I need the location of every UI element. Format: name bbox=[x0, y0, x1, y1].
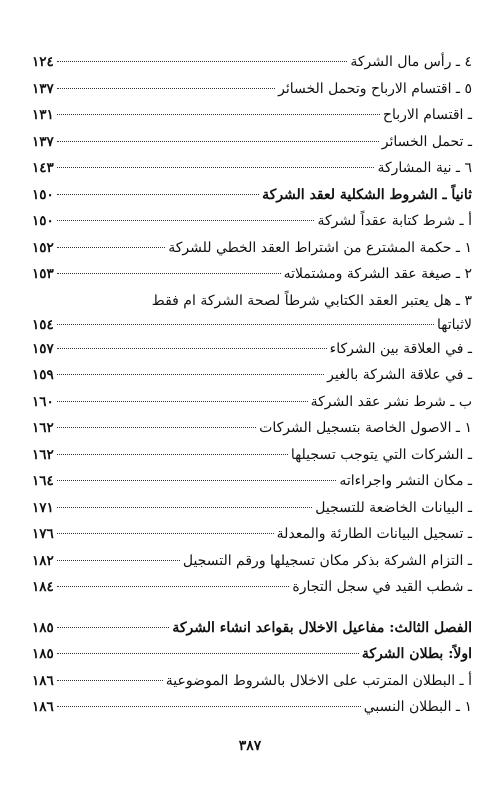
toc-entry-label: ٢ ـ صيغة عقد الشركة ومشتملاته bbox=[283, 266, 472, 282]
dot-leader bbox=[57, 324, 434, 325]
toc-entry bbox=[32, 107, 472, 134]
dot-leader bbox=[57, 401, 308, 402]
dot-leader bbox=[57, 706, 361, 707]
toc-entry bbox=[32, 213, 472, 240]
toc-entry-label: ٥ ـ اقتسام الارباح وتحمل الخسائر bbox=[278, 80, 472, 97]
dot-leader bbox=[57, 454, 288, 455]
toc-entry-page: ١٨٦ bbox=[32, 699, 54, 715]
toc-entry-label: الفصل الثالث: مفاعيل الاخلال بقواعد انشاء الشركة bbox=[172, 619, 472, 636]
dot-leader bbox=[57, 194, 259, 195]
toc-section-heading bbox=[32, 187, 472, 214]
toc-entry-page: ١٥٧ bbox=[32, 340, 54, 357]
toc-entry-label: أ ـ البطلان المترتب على الاخلال بالشروط الموضوعية bbox=[165, 672, 472, 689]
toc-entry-first-line: ٣ ـ هل يعتبر العقد الكتابي شرطاً لصحة الشركة ام فقط bbox=[151, 292, 472, 309]
toc-entry bbox=[32, 367, 472, 394]
toc-entry-page: ١٨٦ bbox=[32, 672, 54, 689]
dot-leader bbox=[57, 374, 324, 375]
toc-entry-page: ١٨٢ bbox=[32, 552, 54, 569]
toc-entry-label: لاثباتها bbox=[437, 316, 472, 333]
toc-entry-page: ١٢٤ bbox=[32, 54, 54, 70]
toc-entry-label: ٦ ـ نية المشاركة bbox=[377, 160, 472, 176]
dot-leader bbox=[57, 220, 315, 221]
dot-leader bbox=[57, 273, 281, 274]
toc-entry-label: ١ ـ حكمة المشترع من اشتراط العقد الخطي للشركة bbox=[168, 239, 472, 256]
toc-entry bbox=[32, 266, 472, 293]
toc-entry bbox=[32, 317, 472, 341]
toc-entry-page: ١٥٩ bbox=[32, 367, 54, 383]
toc-entry-page: ١٦٢ bbox=[32, 446, 54, 463]
table-of-contents bbox=[32, 54, 472, 726]
toc-entry bbox=[32, 500, 472, 527]
dot-leader bbox=[57, 533, 274, 534]
toc-entry-page: ١٧١ bbox=[32, 499, 54, 516]
toc-entry bbox=[32, 81, 472, 108]
toc-entry-page: ١٥٠ bbox=[32, 213, 54, 229]
toc-entry-page: ١٥٠ bbox=[32, 186, 54, 203]
toc-entry-page: ١٦٤ bbox=[32, 473, 54, 489]
dot-leader bbox=[57, 141, 379, 142]
toc-entry-page: ١٤٣ bbox=[32, 160, 54, 176]
toc-entry-label: ـ اقتسام الارباح bbox=[382, 107, 472, 123]
dot-leader bbox=[57, 507, 312, 508]
dot-leader bbox=[57, 247, 165, 248]
toc-entry bbox=[32, 341, 472, 368]
dot-leader bbox=[57, 680, 163, 681]
toc-entry-page: ١٣٧ bbox=[32, 80, 54, 97]
dot-leader bbox=[57, 61, 348, 62]
toc-entry bbox=[32, 394, 472, 421]
dot-leader bbox=[57, 88, 275, 89]
dot-leader bbox=[57, 480, 337, 481]
toc-entry-label: ـ مكان النشر واجراءاته bbox=[339, 473, 472, 489]
toc-entry-label: ـ التزام الشركة بذكر مكان تسجيلها ورقم التسجيل bbox=[182, 552, 472, 569]
toc-entry-label: ـ شطب القيد في سجل التجارة bbox=[292, 579, 472, 595]
toc-entry-page: ١٨٥ bbox=[32, 646, 54, 662]
toc-entry-label: ب ـ شرط نشر عقد الشركة bbox=[310, 393, 472, 410]
toc-entry-page: ١٣٧ bbox=[32, 133, 54, 150]
dot-leader bbox=[57, 427, 256, 428]
toc-entry-page: ١٣١ bbox=[32, 107, 54, 123]
toc-entry bbox=[32, 553, 472, 580]
toc-entry-label: ١ ـ البطلان النسبي bbox=[363, 699, 472, 715]
toc-entry-label: اولاً: بطلان الشركة bbox=[361, 646, 472, 662]
toc-section-heading bbox=[32, 646, 472, 673]
toc-entry bbox=[32, 54, 472, 81]
toc-entry-label: ـ الشركات التي يتوجب تسجيلها bbox=[290, 446, 472, 463]
toc-entry bbox=[32, 579, 472, 606]
toc-entry-label: أ ـ شرط كتابة عقداً لشركة bbox=[317, 213, 472, 229]
toc-entry bbox=[32, 240, 472, 267]
toc-entry-label: ٤ ـ رأس مال الشركة bbox=[350, 54, 472, 70]
toc-entry-label: ـ في العلاقة بين الشركاء bbox=[329, 340, 472, 357]
dot-leader bbox=[57, 167, 375, 168]
toc-entry-page: ١٧٦ bbox=[32, 526, 54, 542]
toc-entry-label: ثانياً ـ الشروط الشكلية لعقد الشركة bbox=[262, 186, 472, 203]
dot-leader bbox=[57, 114, 380, 115]
dot-leader bbox=[57, 560, 180, 561]
toc-entry-label: ـ تسجيل البيانات الطارئة والمعدلة bbox=[276, 526, 472, 542]
toc-entry-label: ـ تحمل الخسائر bbox=[381, 133, 472, 150]
dot-leader bbox=[57, 653, 359, 654]
toc-entry-page: ١٥٢ bbox=[32, 239, 54, 256]
dot-leader bbox=[57, 627, 170, 628]
dot-leader bbox=[57, 586, 290, 587]
toc-entry-label: ١ ـ الاصول الخاصة بتسجيل الشركات bbox=[259, 420, 472, 436]
toc-entry bbox=[32, 420, 472, 447]
toc-entry-page: ١٨٤ bbox=[32, 579, 54, 595]
toc-entry-page: ١٦٢ bbox=[32, 420, 54, 436]
dot-leader bbox=[57, 348, 327, 349]
toc-entry-page: ١٥٣ bbox=[32, 266, 54, 282]
toc-entry bbox=[32, 447, 472, 474]
toc-entry-page: ١٦٠ bbox=[32, 393, 54, 410]
page-number: ٣٨٧ bbox=[238, 738, 262, 754]
toc-entry-label: ـ البيانات الخاضعة للتسجيل bbox=[315, 499, 472, 516]
toc-entry-page: ١٥٤ bbox=[32, 316, 54, 333]
toc-entry bbox=[32, 673, 472, 700]
toc-chapter-heading bbox=[32, 620, 472, 647]
toc-entry bbox=[32, 699, 472, 726]
toc-entry bbox=[32, 134, 472, 161]
toc-entry bbox=[32, 160, 472, 187]
toc-entry-label: ـ في علاقة الشركة بالغير bbox=[327, 367, 472, 383]
toc-entry bbox=[32, 473, 472, 500]
toc-entry-page: ١٨٥ bbox=[32, 619, 54, 636]
toc-entry bbox=[32, 526, 472, 553]
